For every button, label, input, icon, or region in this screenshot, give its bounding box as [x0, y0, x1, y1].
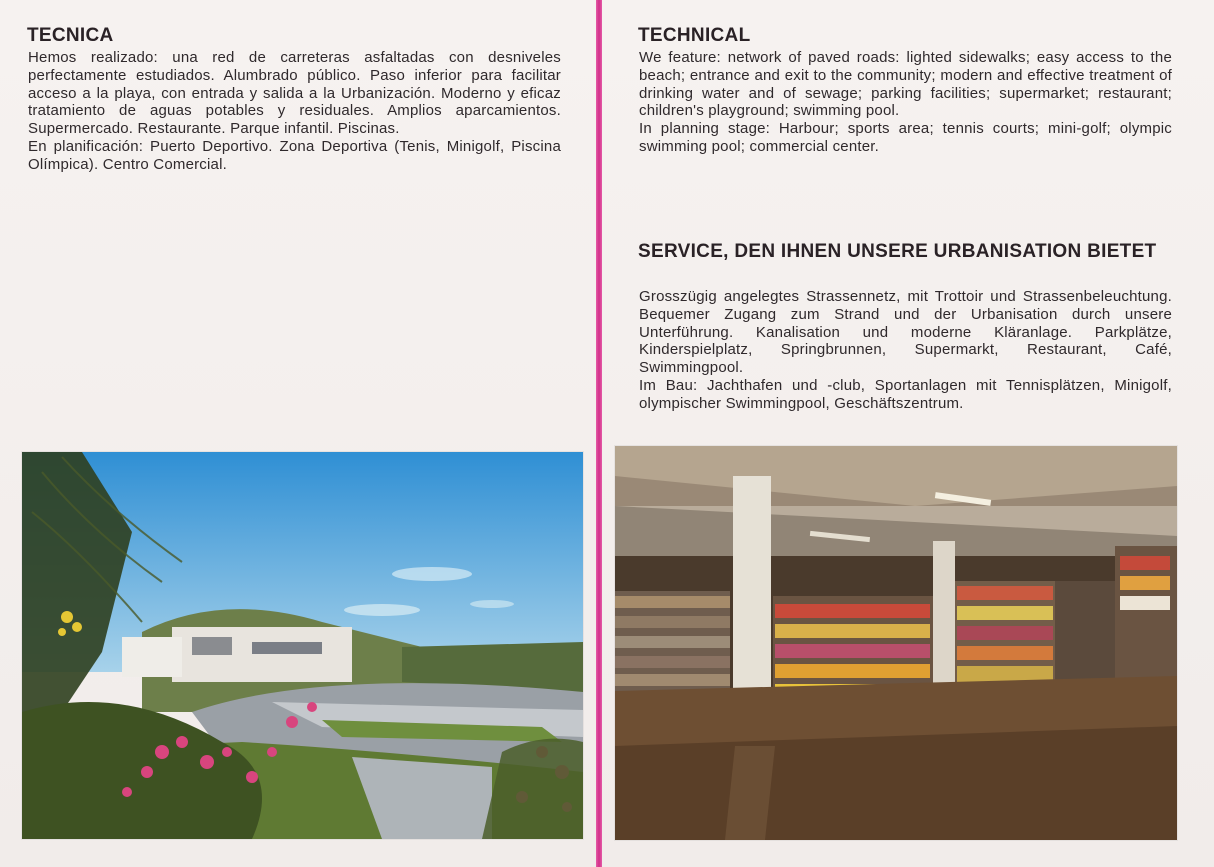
tecnica-paragraph-1: Hemos realizado: una red de carreteras asfaltadas con desniveles perfectamente estudiados. Alumbrado público. Paso inferior para facilitar acceso a la playa, con entrada y salida a la Urbanización. Moderno y eficaz tratamiento de aguas potables y residuales. Amplios aparcamientos. Supermercado. Restaurante. Parque infantil. Piscinas. — [28, 49, 561, 138]
technical-paragraph-2: In planning stage: Harbour; sports area; tennis courts; mini-golf; olympic swimming pool; commercial center. — [639, 120, 1172, 155]
tecnica-paragraph-2: En planificación: Puerto Deportivo. Zona Deportiva (Tenis, Minigolf, Piscina Olímpica). Centro Comercial. — [28, 137, 561, 173]
supermarket-photo — [615, 446, 1177, 840]
service-paragraph-1: Grosszügig angelegtes Strassennetz, mit Trottoir und Strassenbeleuchtung. Bequemer Zugang zum Strand und der Urbanisation durch unsere Unterführung. Kanalisation und moderne Kläranlage. Parkplätze, Kinderspielplatz, Springbrunnen, Supermarkt, Restaurant, Café, Swimmingpool. — [639, 288, 1172, 377]
urbanization-photo — [22, 452, 583, 839]
technical-paragraph-1: We feature: network of paved roads: lighted sidewalks; easy access to the beach; entrance and exit to the community; modern and effective treatment of drinking water and of sewage; parking facilities; supermarket; restaurant; children's playground; swimming pool. — [639, 49, 1172, 120]
technical-body — [639, 49, 1172, 156]
heading-tecnica: TECNICA — [27, 25, 114, 46]
heading-service: SERVICE, DEN IHNEN UNSERE URBANISATION BIETET — [638, 241, 1157, 262]
left-page — [0, 0, 596, 867]
heading-technical: TECHNICAL — [638, 25, 751, 46]
service-paragraph-2: Im Bau: Jachthafen und -club, Sportanlagen mit Tennisplätzen, Minigolf, olympischer Swimmingpool, Geschäftszentrum. — [639, 376, 1172, 412]
tecnica-body — [28, 49, 561, 174]
service-body — [639, 288, 1172, 413]
right-page — [602, 0, 1214, 867]
